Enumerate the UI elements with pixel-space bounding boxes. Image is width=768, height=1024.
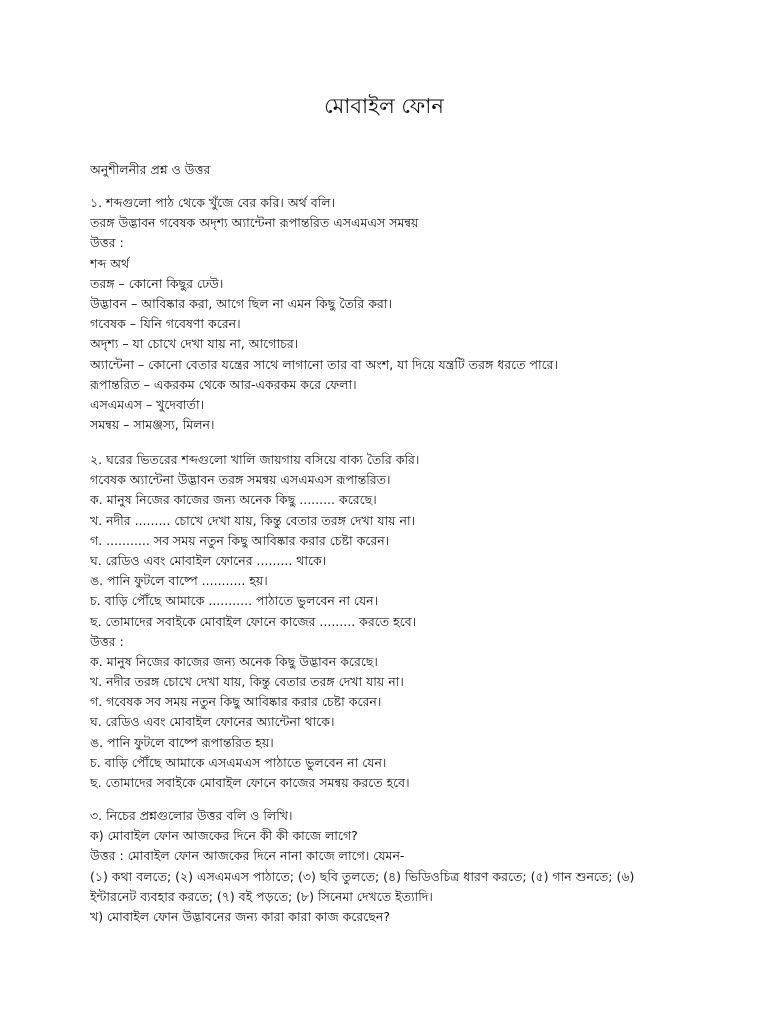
meaning-item: উদ্ভাবন – আবিষ্কার করা, আগে ছিল না এমন কিছু তৈরি করা। xyxy=(90,295,392,311)
meaning-item: তরঙ্গ – কোনো কিছুর ঢেউ। xyxy=(90,275,224,291)
meaning-item: অদৃশ্য – যা চোখে দেখা যায় না, আগোচর। xyxy=(90,336,299,352)
blank-sentence: ছ. তোমাদের সবাইকে মোবাইল ফোনে কাজের ......... করতে হবে। xyxy=(90,613,417,629)
meaning-item: সমন্বয় – সামঞ্জস্য, মিলন। xyxy=(90,417,215,433)
answer-sentence: গ. গবেষক সব সময় নতুন কিছু আবিষ্কার করার চেষ্টা করেন। xyxy=(90,694,382,710)
answer-sentence: ক. মানুষ নিজের কাজের জন্য অনেক কিছু উদ্ভাবন করেছে। xyxy=(90,653,378,669)
answer-sentence: চ. বাড়ি পৌঁছে আমাকে এসএমএস পাঠাতে ভুলবেন না যেন। xyxy=(90,754,387,770)
blank-sentence: ক. মানুষ নিজের কাজের জন্য অনেক কিছু ......... করেছে। xyxy=(90,492,377,508)
blank-sentence: ঘ. রেডিও এবং মোবাইল ফোনের ......... থাকে। xyxy=(90,552,327,568)
meaning-table-header: শব্দ অর্থ xyxy=(90,255,130,271)
question-2 xyxy=(90,450,730,793)
blank-sentence: চ. বাড়ি পৌঁছে আমাকে ........... পাঠাতে ভুলবেন না যেন। xyxy=(90,593,379,609)
answer-label: উত্তর : xyxy=(90,235,124,251)
question-3-line: উত্তর : মোবাইল ফোন আজকের দিনে নানা কাজে লাগে। যেমন- xyxy=(90,848,405,864)
question-1-text: ১. শব্দগুলো পাঠ থেকে খুঁজে বের করি। অর্থ বলি। xyxy=(90,195,336,210)
question-3-text: ৩. নিচের প্রশ্নগুলোর উত্তর বলি ও লিখি। xyxy=(90,808,293,823)
question-3-line: (১) কথা বলতে; (২) এসএমএস পাঠাতে; (৩) ছবি তুলতে; (৪) ভিডিওচিত্র ধারণ করতে; (৫) গান শুনতে; (৬) xyxy=(90,868,635,884)
answer-sentence: খ. নদীর তরঙ্গ চোখে দেখা যায়, কিন্তু বেতার তরঙ্গ দেখা যায় না। xyxy=(90,674,404,690)
meaning-item: এসএমএস – খুদেবার্তা। xyxy=(90,396,205,412)
question-1-word-list: তরঙ্গ উদ্ভাবন গবেষক অদৃশ্য অ্যান্টেনা রূপান্তরিত এসএমএস সমন্বয় xyxy=(90,215,419,231)
meaning-item: গবেষক – যিনি গবেষণা করেন। xyxy=(90,316,241,332)
answer-label: উত্তর : xyxy=(90,633,124,649)
page-title: মোবাইল ফোন xyxy=(324,94,444,118)
answer-sentence: ঘ. রেডিও এবং মোবাইল ফোনের অ্যান্টেনা থাকে। xyxy=(90,714,335,730)
blank-sentence: গ. ........... সব সময় নতুন কিছু আবিষ্কার করার চেষ্টা করেন। xyxy=(90,532,390,548)
meaning-item: অ্যান্টেনা – কোনো বেতার যন্ত্রের সাথে লাগানো তার বা অংশ, যা দিয়ে যন্ত্রটি তরঙ্গ ধরতে পারে। xyxy=(90,356,558,372)
question-3-line: খ) মোবাইল ফোন উদ্ভাবনের জন্য কারা কারা কাজ করেছেন? xyxy=(90,908,390,924)
answer-sentence: ছ. তোমাদের সবাইকে মোবাইল ফোনে কাজের সমন্বয় করতে হবে। xyxy=(90,775,410,790)
question-1 xyxy=(90,193,730,435)
question-2-text: ২. ঘরের ভিতরের শব্দগুলো খালি জায়গায় বসিয়ে বাক্য তৈরি করি। xyxy=(90,452,420,467)
blank-sentence: খ. নদীর ......... চোখে দেখা যায়, কিন্তু বেতার তরঙ্গ দেখা যায় না। xyxy=(90,512,416,528)
answer-sentence: ঙ. পানি ফুটলে বাষ্পে রূপান্তরিত হয়। xyxy=(90,734,274,750)
meaning-list xyxy=(90,274,730,436)
question-2-word-list: গবেষক অ্যান্টেনা উদ্ভাবন তরঙ্গ সমন্বয় এসএমএস রূপান্তরিত। xyxy=(90,472,391,488)
question-3-line: ক) মোবাইল ফোন আজকের দিনে কী কী কাজে লাগে? xyxy=(90,828,358,844)
question-3-line: ইন্টারনেট ব্যবহার করতে; (৭) বই পড়তে; (৮) সিনেমা দেখতে ইত্যাদি। xyxy=(90,888,433,904)
question-3 xyxy=(90,806,730,927)
section-heading: অনুশীলনীর প্রশ্ন ও উত্তর xyxy=(90,162,211,177)
blank-sentence: ঙ. পানি ফুটলে বাষ্পে ........... হয়। xyxy=(90,573,268,589)
meaning-item: রূপান্তরিত – একরকম থেকে আর-একরকম করে ফেলা। xyxy=(90,376,357,392)
section-heading-block xyxy=(90,160,730,180)
fill-in-blank-list xyxy=(90,490,730,631)
answer-list xyxy=(90,652,730,793)
